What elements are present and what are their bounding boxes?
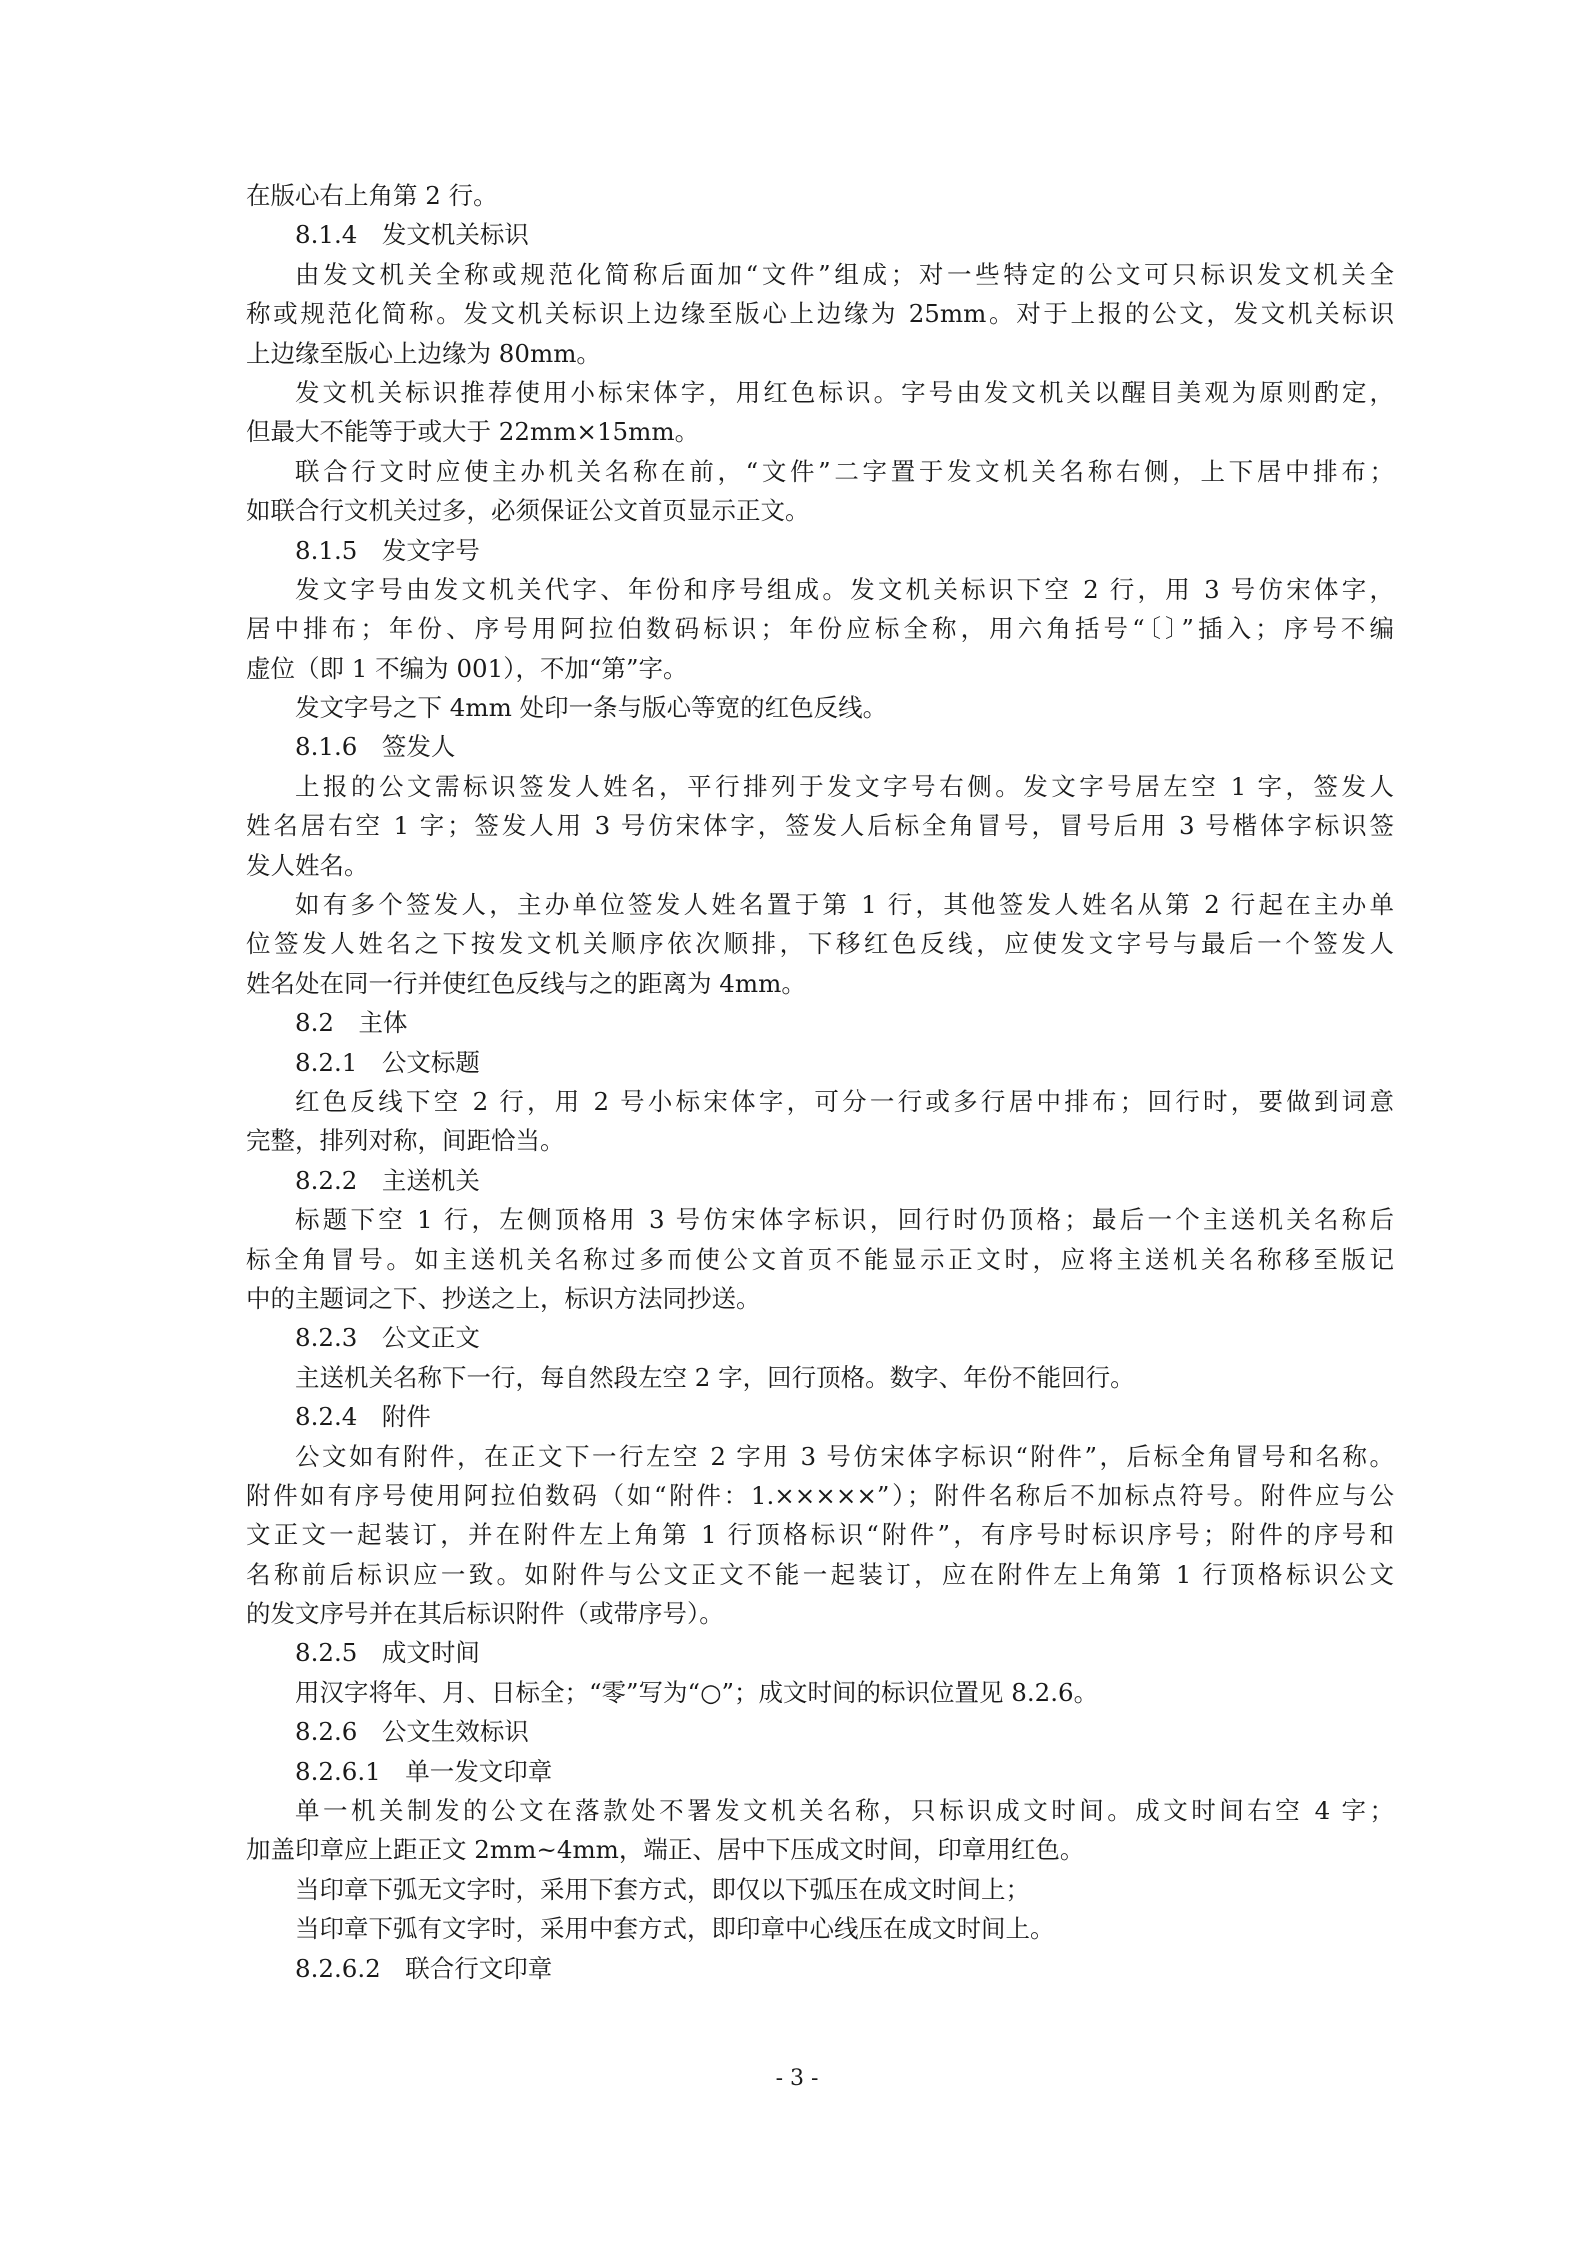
text-line: 8.2.4 附件	[295, 1402, 431, 1432]
text-line: 如联合行文机关过多，必须保证公文首页显示正文。	[246, 496, 810, 526]
text-line: 8.1.5 发文字号	[295, 535, 480, 565]
text-line: 8.2.2 主送机关	[295, 1165, 480, 1195]
page-number: - 3 -	[775, 2066, 819, 2091]
text-line: 加盖印章应上距正文 2mm~4mm，端正、居中下压成文时间，印章用红色。	[246, 1835, 1085, 1865]
text-line: 8.2.6.1 单一发文印章	[295, 1756, 553, 1786]
text-line: 在版心右上角第 2 行。	[246, 181, 498, 210]
text-line: 名称前后标识应一致。如附件与公文正文不能一起装订，应在附件左上角第 1 行顶格标识公文	[246, 1559, 1394, 1589]
text-line: 称或规范化简称。发文机关标识上边缘至版心上边缘为 25mm。对于上报的公文，发文机关标识	[246, 299, 1394, 329]
text-line: 红色反线下空 2 行，用 2 号小标宋体字，可分一行或多行居中排布；回行时，要做到词意	[295, 1086, 1394, 1116]
text-line: 但最大不能等于或大于 22mm×15mm。	[246, 417, 700, 447]
text-line: 中的主题词之下、抄送之上，标识方法同抄送。	[246, 1283, 761, 1313]
text-line: 8.1.4 发文机关标识	[295, 220, 529, 250]
text-line: 8.2.1 公文标题	[295, 1047, 480, 1077]
text-line: 联合行文时应使主办机关名称在前，“文件”二字置于发文机关名称右侧，上下居中排布；	[295, 456, 1394, 486]
text-line: 8.1.6 签发人	[295, 732, 456, 762]
text-line: 单一机关制发的公文在落款处不署发文机关名称，只标识成文时间。成文时间右空 4 字；	[295, 1796, 1394, 1826]
text-line: 主送机关名称下一行，每自然段左空 2 字，回行顶格。数字、年份不能回行。	[295, 1362, 1135, 1392]
text-line: 8.2.6.2 联合行文印章	[295, 1953, 553, 1983]
text-line: 当印章下弧无文字时，采用下套方式，即仅以下弧压在成文时间上；	[295, 1874, 1030, 1904]
text-line: 姓名居右空 1 字；签发人用 3 号仿宋体字，签发人后标全角冒号，冒号后用 3 号楷体字标识签	[246, 811, 1394, 841]
text-line: 8.2.6 公文生效标识	[295, 1717, 529, 1747]
text-line: 附件如有序号使用阿拉伯数码（如“附件：1.×××××”）；附件名称后不加标点符号。附件应与公	[246, 1480, 1394, 1510]
document-body	[246, 176, 1394, 1988]
text-line: 位签发人姓名之下按发文机关顺序依次顺排，下移红色反线，应使发文字号与最后一个签发人	[246, 929, 1394, 959]
text-line: 的发文序号并在其后标识附件（或带序号）。	[246, 1599, 724, 1629]
text-line: 居中排布；年份、序号用阿拉伯数码标识；年份应标全称，用六角括号“〔〕”插入；序号不编	[246, 614, 1394, 644]
text-line: 如有多个签发人，主办单位签发人姓名置于第 1 行，其他签发人姓名从第 2 行起在主办单	[295, 890, 1394, 920]
text-line: 8.2.3 公文正文	[295, 1323, 480, 1353]
text-line: 完整，排列对称，间距恰当。	[246, 1126, 565, 1156]
text-line: 发文字号由发文机关代字、年份和序号组成。发文机关标识下空 2 行，用 3 号仿宋体字，	[295, 574, 1394, 604]
text-line: 姓名处在同一行并使红色反线与之的距离为 4mm。	[246, 968, 806, 998]
text-line: 虚位（即 1 不编为 001），不加“第”字。	[246, 653, 688, 683]
text-line: 标全角冒号。如主送机关名称过多而使公文首页不能显示正文时，应将主送机关名称移至版记	[246, 1244, 1394, 1274]
text-line: 发人姓名。	[246, 850, 369, 880]
text-line: 当印章下弧有文字时，采用中套方式，即印章中心线压在成文时间上。	[295, 1914, 1055, 1944]
text-line: 用汉字将年、月、日标全；“零”写为“○”；成文时间的标识位置见 8.2.6。	[295, 1677, 1099, 1707]
text-line: 8.2 主体	[295, 1008, 408, 1038]
text-line: 上报的公文需标识签发人姓名，平行排列于发文字号右侧。发文字号居左空 1 字，签发人	[295, 771, 1394, 801]
text-line: 公文如有附件，在正文下一行左空 2 字用 3 号仿宋体字标识“附件”，后标全角冒号和名称。	[295, 1441, 1394, 1471]
text-line: 8.2.5 成文时间	[295, 1638, 480, 1668]
text-line: 发文机关标识推荐使用小标宋体字，用红色标识。字号由发文机关以醒目美观为原则酌定，	[295, 377, 1394, 407]
text-line: 发文字号之下 4mm 处印一条与版心等宽的红色反线。	[295, 693, 888, 723]
text-line: 标题下空 1 行，左侧顶格用 3 号仿宋体字标识，回行时仍顶格；最后一个主送机关名称后	[295, 1205, 1394, 1235]
text-line: 由发文机关全称或规范化简称后面加“文件”组成；对一些特定的公文可只标识发文机关全	[295, 259, 1394, 289]
text-line: 文正文一起装订，并在附件左上角第 1 行顶格标识“附件”，有序号时标识序号；附件的序号和	[246, 1520, 1394, 1550]
text-line: 上边缘至版心上边缘为 80mm。	[246, 338, 601, 368]
